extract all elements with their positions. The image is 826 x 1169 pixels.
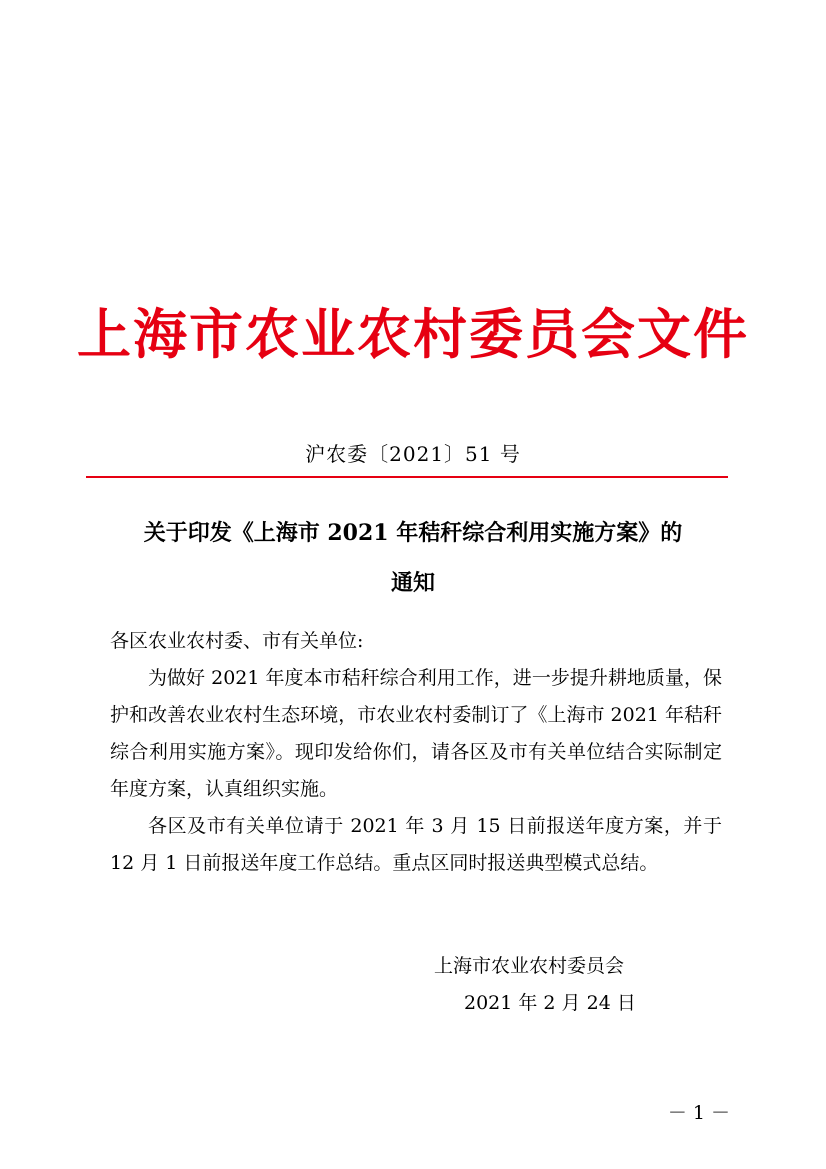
body-paragraph-1: 为做好 2021 年度本市秸秆综合利用工作，进一步提升耕地质量，保护和改善农业农村生态环境，市农业农村委制订了《上海市 2021 年秸秆综合利用实施方案》。现印发给你们，请各区及市有关单位结合实际制定年度方案，认真组织实施。 xyxy=(110,667,722,800)
signature-block xyxy=(380,948,710,1022)
document-title-line-2: 通知 xyxy=(390,570,435,596)
signature-date: 2021 年 2 月 24 日 xyxy=(464,992,636,1014)
signature-issuer: 上海市农业农村委员会 xyxy=(434,955,625,977)
document-title-line-1: 关于印发《上海市 2021 年秸秆综合利用实施方案》的 xyxy=(143,520,683,546)
issuer-masthead: 上海市农业农村委员会文件 xyxy=(77,302,749,366)
document-number: 沪农委〔2021〕51 号 xyxy=(305,442,521,466)
red-divider-line xyxy=(86,476,728,478)
document-title xyxy=(86,508,740,608)
page-number: － 1 － xyxy=(667,1102,730,1124)
salutation: 各区农业农村委、市有关单位: xyxy=(110,630,364,652)
body-paragraph-2: 各区及市有关单位请于 2021 年 3 月 15 日前报送年度方案，并于 12 月 1 日前报送年度工作总结。重点区同时报送典型模式总结。 xyxy=(110,815,722,874)
document-body xyxy=(110,623,722,882)
